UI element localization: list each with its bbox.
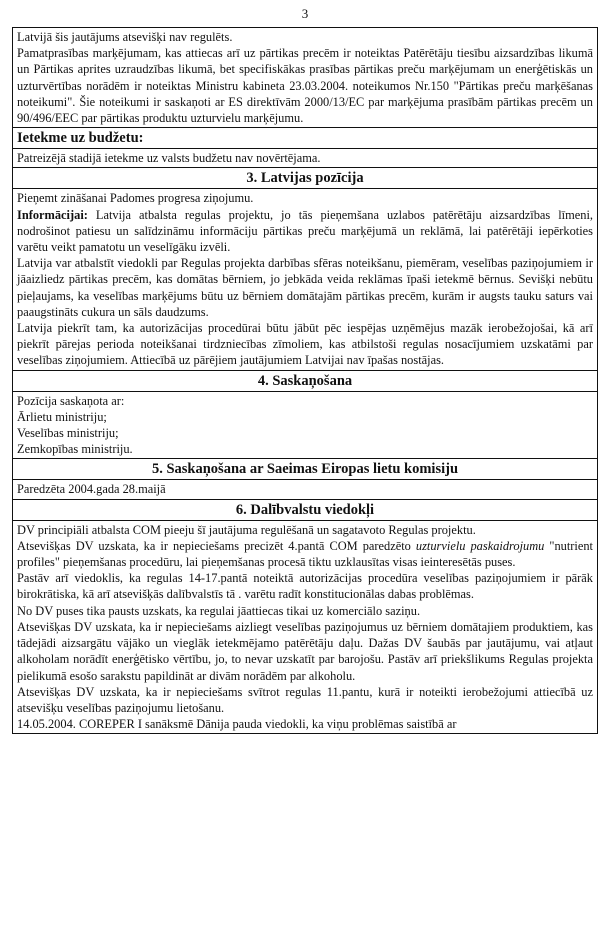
ms-para-3: Pastāv arī viedoklis, ka regulas 14-17.pantā noteiktā autorizācijas procedūra veselības paziņojumiem ir pārāk birokrātiska, kā arī atsevišķās dalībvalstīs tā . varētu radīt konstitucionālas dabas problēmas. xyxy=(17,571,593,602)
status-line: Latvijā šis jautājums atsevišķi nav regulēts. xyxy=(17,30,233,44)
page-number: 3 xyxy=(301,6,309,21)
latvia-position-heading: 3. Latvijas pozīcija xyxy=(13,168,597,189)
ms-para-6: Atsevišķas DV uzskata, ka ir nepieciešams svītrot regulas 11.pantu, kurā ir noteikti ierobežojumi attiecībā uz atsevišķu veselības paziņojumu lietošanu. xyxy=(17,684,593,715)
saeima-text: Paredzēta 2004.gada 28.maijā xyxy=(13,480,597,499)
ms-para-2-italic: uzturvielu paskaidrojumu xyxy=(415,538,545,553)
saeima-heading: 5. Saskaņošana ar Saeimas Eiropas lietu komisiju xyxy=(13,459,597,480)
member-states-heading: 6. Dalībvalstu viedokļi xyxy=(13,500,597,521)
document-table xyxy=(12,27,598,734)
latvia-position-body xyxy=(13,189,597,370)
position-para-2 xyxy=(17,207,593,256)
budget-heading: Ietekme uz budžetu: xyxy=(13,128,597,149)
information-label: Informācijai: xyxy=(17,207,88,222)
ms-para-7: 14.05.2004. COREPER I sanāksmē Dānija pauda viedokli, ka viņu problēmas saistībā ar xyxy=(17,717,457,732)
position-para-3: Latvija var atbalstīt viedokli par Regulas projekta darbības sfēras noteikšanu, piemēram, veselības paziņojumiem ir jāaizliedz pārtikas precēm, kas domātas bērniem, jo jebkāda veida reklāmas īpaši ietekmē bērnus. Sevišķi nebūtu pieļaujams, ka veselības marķējums būtu uz bērniem domātajām pārtikas precēm, kurām ir augsts tauku saturs vai paaugstināts cukura un sāls daudzums. xyxy=(17,256,593,319)
ms-para-1: DV principiāli atbalsta COM pieeju šī jautājuma regulēšanā un sagatavoto Regulas projektu. xyxy=(17,522,476,537)
coordination-heading: 4. Saskaņošana xyxy=(13,371,597,392)
ms-para-2-end: "nutrient profiles" pieņemšanas procedūru, lai pieņemšanas procesā tiktu uzklausītas visas ieinteresētās puses. xyxy=(17,538,593,570)
coordination-line: Veselības ministriju; xyxy=(17,426,119,441)
labelling-requirements-text: Pamatprasības marķējumam, kas attiecas arī uz pārtikas precēm ir noteiktas Patērētāju tiesību aizsardzības likumā un Pārtikas aprites uzraudzības likumā, bet specifiskākas prasības pārtikas preču marķējumam un enerģētiskās un uzturvērtības norādēm ir noteiktas Ministru kabineta 23.03.2004. noteikumos Nr.150 "Pārtikas preču marķēšanas noteikumi". Šie noteikumi ir saskaņoti ar ES direktīvām 2000/13/EC par marķējuma prasībām pārtikas precēm un 90/496/EEC par pārtikas produktu uzturvielu marķējumu. xyxy=(17,46,593,126)
position-para-1: Pieņemt zināšanai Padomes progresa ziņojumu. xyxy=(17,191,254,206)
ms-para-5: Atsevišķas DV uzskata, ka ir nepieciešams aizliegt veselības paziņojumus uz bērniem domātajiem produktiem, kas tādejādi aizsargātu vājāko un vieglāk ietekmējamo patērētāju daļu. Dažas DV šaubās par jautājumu, vai atļaut alkoholam norādīt enerģētisko vērtību, jo, to nevar uzskatīt par barojošu. Pastāv arī priekšlikums Regulas projekta pielikumā esošo sarakstu papildināt ar divām norādēm par alkoholu. xyxy=(17,619,593,683)
coordination-line: Zemkopības ministriju. xyxy=(17,442,133,457)
member-states-body xyxy=(13,521,597,734)
position-para-4: Latvija piekrīt tam, ka autorizācijas procedūrai būtu jābūt pēc iespējas uzņēmējus mazāk ierobežojošai, kā arī piekrīt pārejas perioda noteikšanai tirdzniecības zīmoliem, kas atbilstoši regulas nosacījumiem uzskatāmi par veselības ziņojumiem. Attiecībā uz pārējiem jautājumiem Latvijai nav īpašas nostājas. xyxy=(17,321,593,368)
ms-para-4: No DV puses tika pausts uzskats, ka regulai jāattiecas tikai uz komerciālo saziņu. xyxy=(17,603,421,618)
information-text: Latvija atbalsta regulas projektu, jo tās pieņemšana uzlabos patērētāju aizsardzības līmeni, nodrošinot patiesu un salīdzināmu informāciju pārtikas preču marķējumā un reklāmā, lai patērētāji iepērkoties varētu veikt pamatotu un veselīgāku izvēli. xyxy=(17,207,593,255)
ms-para-2-start: Atsevišķas DV uzskata, ka ir nepieciešams precizēt 4.pantā COM paredzēto xyxy=(17,538,416,553)
coordination-line: Ārlietu ministriju; xyxy=(17,409,107,424)
coordination-line: Pozīcija saskaņota ar: xyxy=(17,393,125,408)
regulation-status-cell xyxy=(13,28,597,128)
ms-para-2 xyxy=(17,538,593,570)
coordination-body xyxy=(13,392,597,460)
budget-text: Patreizējā stadijā ietekme uz valsts budžetu nav novērtējama. xyxy=(13,149,597,168)
